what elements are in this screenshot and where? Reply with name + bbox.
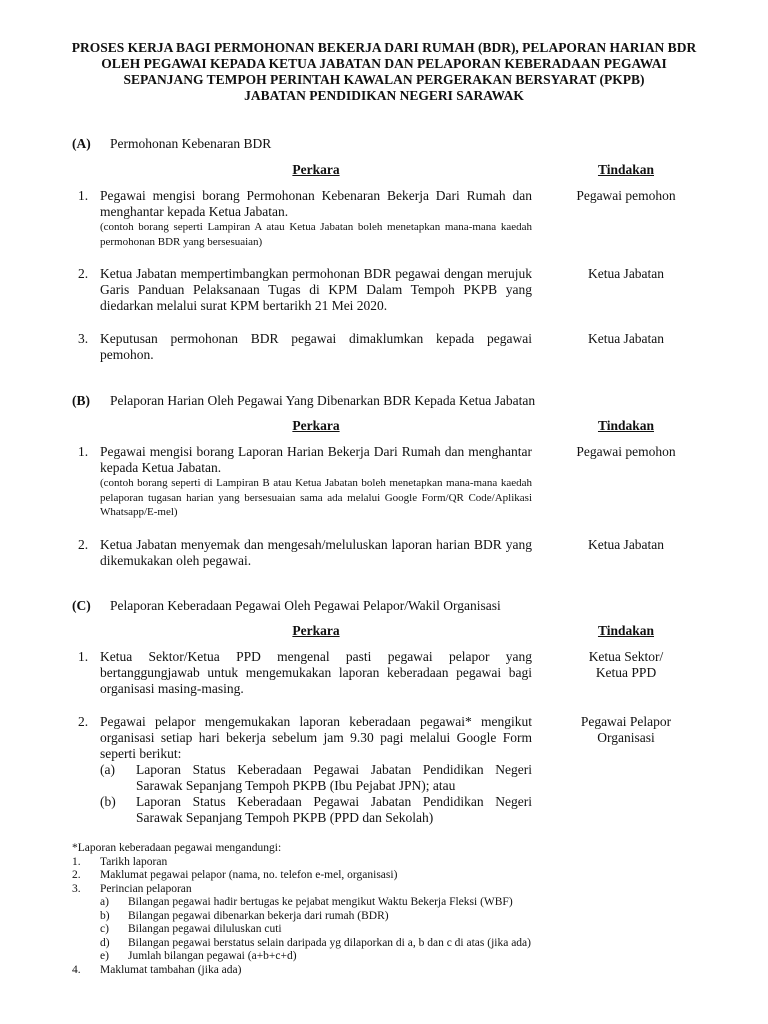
- section-title: Pelaporan Harian Oleh Pegawai Yang Dibenarkan BDR Kepada Ketua Jabatan: [110, 393, 536, 408]
- sub-item-label: (b): [100, 794, 116, 809]
- footnote-subrow: [100, 910, 632, 924]
- item-action: Ketua Jabatan: [587, 266, 665, 281]
- item-number: 2.: [78, 537, 89, 552]
- item-number: 3.: [78, 331, 89, 346]
- section-title: Permohonan Kebenaran BDR: [110, 136, 272, 151]
- footnote-number: 3.: [72, 882, 81, 895]
- footnote-sub-text: Bilangan pegawai diluluskan cuti: [128, 923, 282, 935]
- footnote-sub-text: Bilangan pegawai hadir bertugas ke pejabat mengikut Waktu Bekerja Fleksi (WBF): [128, 896, 513, 908]
- item-text: Ketua Sektor/Ketua PPD mengenal pasti pegawai pelapor yang bertanggungjawab untuk mengemukakan laporan keberadaan pegawai bagi organisasi masing-masing.: [100, 649, 532, 696]
- footnote-sub-label: e): [100, 950, 109, 962]
- item-action: Ketua Jabatan: [587, 537, 665, 552]
- item-text: Ketua Jabatan mempertimbangkan permohonan BDR pegawai dengan merujuk Garis Panduan Pelaksanaan Tugas di KPM Dalam Tempoh PKPB yang diedarkan melalui surat KPM bertarikh 21 Mei 2020.: [100, 266, 532, 313]
- footnote-text: Maklumat tambahan (jika ada): [100, 963, 242, 976]
- item-text: Pegawai mengisi borang Laporan Harian Bekerja Dari Rumah dan menghantar kepada Ketua Jabatan.: [100, 444, 532, 475]
- section-letter: (A): [72, 136, 91, 151]
- item-action: [552, 649, 700, 681]
- footnote-text: Tarikh laporan: [100, 855, 168, 868]
- list-item: [78, 714, 532, 826]
- item-action: Pegawai pemohon: [576, 444, 676, 459]
- item-action: Pegawai pemohon: [576, 188, 676, 203]
- section-a-heading: [72, 136, 271, 152]
- sub-item-text: Laporan Status Keberadaan Pegawai Jabatan Pendidikan Negeri Sarawak Sepanjang Tempoh PKPB (Ibu Pejabat JPN); atau: [136, 762, 532, 793]
- footnote-number: 4.: [72, 963, 81, 976]
- column-header-perkara: Perkara: [292, 162, 340, 177]
- footnote-text: Perincian pelaporan: [100, 882, 192, 895]
- sub-item-label: (a): [100, 762, 115, 777]
- footnote-sub-label: a): [100, 896, 109, 908]
- section-letter: (B): [72, 393, 90, 408]
- item-action: Ketua Jabatan: [587, 331, 665, 346]
- sub-item: [100, 794, 532, 826]
- action-line: Pegawai Pelapor: [580, 714, 672, 729]
- list-item: [78, 444, 532, 520]
- document-title: [40, 40, 728, 104]
- column-header-tindakan: Tindakan: [597, 623, 655, 638]
- footnote-number: 2.: [72, 869, 81, 881]
- footnote: [72, 842, 632, 977]
- list-item: [78, 188, 532, 249]
- list-item: [78, 266, 532, 314]
- item-text: Ketua Jabatan menyemak dan mengesah/meluluskan laporan harian BDR yang dikemukakan oleh pegawai.: [100, 537, 532, 568]
- action-line: Organisasi: [597, 730, 655, 745]
- item-note: (contoh borang seperti di Lampiran B atau Ketua Jabatan boleh menetapkan mana-mana kaedah pelaporan tugasan harian yang bersesuaian sama ada melalui Google Form/QR Code/Aplikasi Whatsapp/E-mel): [100, 477, 532, 518]
- section-c-heading: [72, 598, 501, 614]
- item-number: 2.: [78, 714, 89, 729]
- sub-item: [100, 762, 532, 794]
- column-header-perkara: Perkara: [292, 418, 340, 433]
- action-line: Ketua PPD: [595, 665, 657, 680]
- footnote-text: Maklumat pegawai pelapor (nama, no. telefon e-mel, organisasi): [100, 869, 398, 881]
- footnote-row: [72, 856, 632, 870]
- footnote-subrow: [100, 923, 632, 937]
- footnote-subrow: [100, 937, 632, 951]
- column-header-perkara: Perkara: [292, 623, 340, 638]
- title-line: OLEH PEGAWAI KEPADA KETUA JABATAN DAN PELAPORAN KEBERADAAN PEGAWAI: [101, 56, 667, 71]
- item-number: 1.: [78, 444, 89, 459]
- section-title: Pelaporan Keberadaan Pegawai Oleh Pegawai Pelapor/Wakil Organisasi: [110, 598, 501, 613]
- column-header-tindakan: Tindakan: [597, 162, 655, 177]
- footnote-sub-label: d): [100, 936, 110, 949]
- footnote-sub-text: Jumlah bilangan pegawai (a+b+c+d): [128, 950, 297, 962]
- footnote-row: [72, 869, 632, 883]
- footnote-sub-text: Bilangan pegawai berstatus selain daripada yg dilaporkan di a, b dan c di atas (jika ada): [128, 936, 531, 949]
- footnote-subrow: [100, 896, 632, 910]
- item-text: Pegawai pelapor mengemukakan laporan keberadaan pegawai* mengikut organisasi setiap hari bekerja sebelum jam 9.30 pagi melalui Google Form seperti berikut:: [100, 714, 532, 761]
- title-line: PROSES KERJA BAGI PERMOHONAN BEKERJA DARI RUMAH (BDR), PELAPORAN HARIAN BDR: [71, 40, 697, 55]
- title-line: JABATAN PENDIDIKAN NEGERI SARAWAK: [244, 88, 524, 103]
- section-letter: (C): [72, 598, 91, 613]
- action-line: Ketua Sektor/: [588, 649, 664, 664]
- footnote-row: [72, 883, 632, 897]
- footnote-sub-label: c): [100, 923, 109, 935]
- item-action: [552, 714, 700, 746]
- item-text: Keputusan permohonan BDR pegawai dimaklumkan kepada pegawai pemohon.: [100, 331, 532, 362]
- footnote-intro: *Laporan keberadaan pegawai mengandungi:: [72, 842, 282, 854]
- item-note: (contoh borang seperti Lampiran A atau Ketua Jabatan boleh menetapkan mana-mana kaedah permohonan BDR yang bersesuaian): [100, 221, 532, 248]
- footnote-subrow: [100, 950, 632, 964]
- list-item: [78, 649, 532, 697]
- footnote-number: 1.: [72, 855, 81, 868]
- title-line: SEPANJANG TEMPOH PERINTAH KAWALAN PERGERAKAN BERSYARAT (PKPB): [123, 72, 645, 87]
- column-header-tindakan: Tindakan: [597, 418, 655, 433]
- item-number: 2.: [78, 266, 89, 281]
- list-item: [78, 331, 532, 363]
- item-number: 1.: [78, 188, 89, 203]
- sub-item-text: Laporan Status Keberadaan Pegawai Jabatan Pendidikan Negeri Sarawak Sepanjang Tempoh PKPB (PPD dan Sekolah): [136, 794, 532, 825]
- item-number: 1.: [78, 649, 89, 664]
- footnote-sub-text: Bilangan pegawai dibenarkan bekerja dari rumah (BDR): [128, 909, 389, 922]
- footnote-row: [72, 964, 632, 978]
- footnote-sub-label: b): [100, 909, 110, 922]
- section-b-heading: [72, 393, 535, 409]
- list-item: [78, 537, 532, 569]
- item-text: Pegawai mengisi borang Permohonan Kebenaran Bekerja Dari Rumah dan menghantar kepada Ketua Jabatan.: [100, 188, 532, 219]
